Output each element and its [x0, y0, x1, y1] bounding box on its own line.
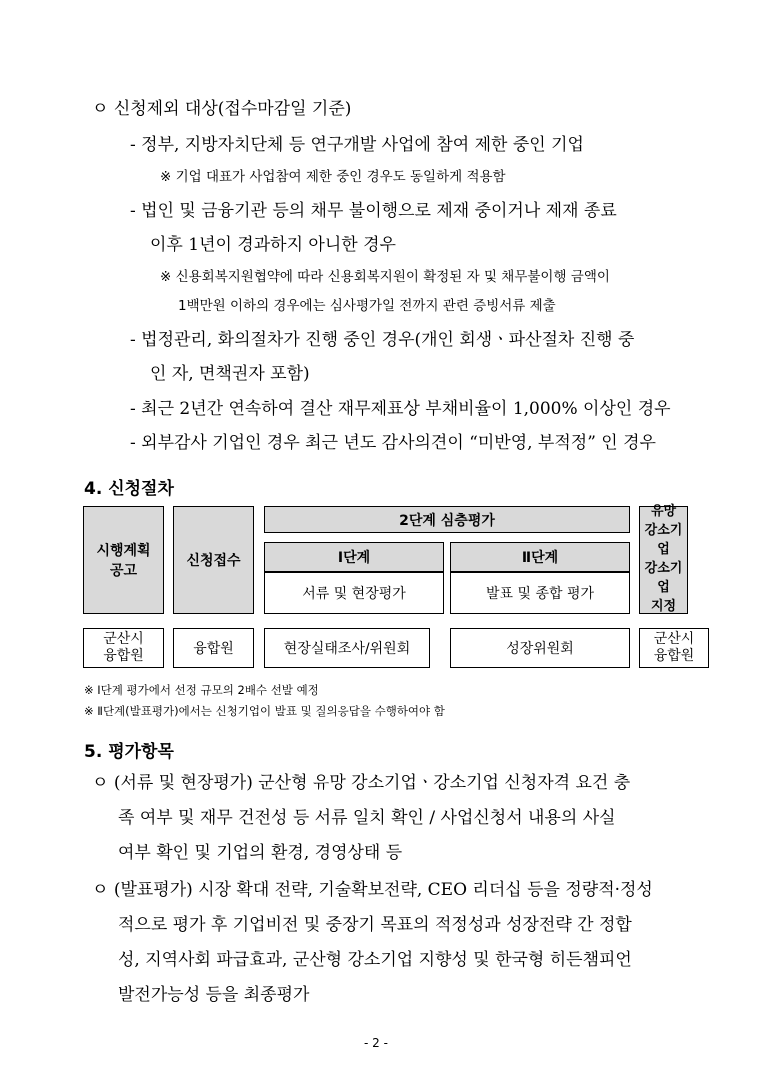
agency-convergence: 융합원 — [173, 628, 254, 668]
eval-paragraph-line: 여부 확인 및 기업의 환경, 경영상태 등 — [118, 843, 403, 863]
section4-heading: 4. 신청절차 — [84, 479, 174, 499]
eval-paragraph-line: 성, 지역사회 파급효과, 군산형 강소기업 지향성 및 한국형 히든챔피언 — [118, 950, 632, 970]
agency-growth-committee: 성장위원회 — [450, 628, 630, 668]
flow-step-application: 신청접수 — [173, 506, 254, 614]
exclusion-item: - 정부, 지방자치단체 등 연구개발 사업에 참여 제한 중인 기업 — [130, 135, 584, 155]
flow-note: ※ Ⅱ단계(발표평가)에서는 신청기업이 발표 및 질의응답을 수행하여야 함 — [84, 704, 445, 718]
exclusion-item: - 외부감사 기업인 경우 최근 년도 감사의견이 “미반영, 부적정” 인 경우 — [130, 433, 656, 453]
exclusion-item: - 법정관리, 화의절차가 진행 중인 경우(개인 회생ㆍ파산절차 진행 중 — [130, 330, 635, 350]
flow-step-designation: 유망 강소기업 강소기업 지정 — [639, 506, 688, 614]
eval-paragraph-line: 발전가능성 등을 최종평가 — [118, 985, 310, 1005]
flow-step-announcement: 시행계획 공고 — [83, 506, 164, 614]
flow-step-stage1-title: Ⅰ단계 — [264, 542, 444, 572]
flow-step-deep-eval-header: 2단계 심층평가 — [264, 506, 630, 533]
eval-paragraph-line: 족 여부 및 재무 건전성 등 서류 일치 확인 / 사업신청서 내용의 사실 — [118, 808, 616, 828]
flow-note: ※ Ⅰ단계 평가에서 선정 규모의 2배수 선발 예정 — [84, 683, 319, 697]
flow-step-stage2-title: Ⅱ단계 — [450, 542, 630, 572]
section5-heading: 5. 평가항목 — [84, 742, 174, 762]
exclusion-item: - 최근 2년간 연속하여 결산 재무제표상 부채비율이 1,000% 이상인 경우 — [130, 399, 671, 419]
flow-step-stage1-desc: 서류 및 현장평가 — [264, 572, 444, 614]
exclusion-note: ※ 기업 대표가 사업참여 제한 중인 경우도 동일하게 적용함 — [160, 169, 506, 185]
exclusion-note: ※ 신용회복지원협약에 따라 신용회복지원이 확정된 자 및 채무불이행 금액이 — [160, 269, 610, 285]
exclusion-item-cont: 인 자, 면책권자 포함) — [150, 364, 310, 384]
eval-paragraph-line: 적으로 평가 후 기업비전 및 중장기 목표의 적정성과 성장전략 간 정합 — [118, 915, 632, 935]
exclusion-item: - 법인 및 금융기관 등의 채무 불이행으로 제재 중이거나 제재 종료 — [130, 201, 617, 221]
exclusion-note-cont: 1백만원 이하의 경우에는 심사평가일 전까지 관련 증빙서류 제출 — [178, 298, 556, 314]
exclusion-item-cont: 이후 1년이 경과하지 아니한 경우 — [150, 235, 396, 255]
exclusion-title: ㅇ 신청제외 대상(접수마감일 기준) — [92, 99, 352, 119]
page-number: - 2 - — [364, 1036, 388, 1050]
agency-kunsan-2: 군산시 융합원 — [639, 628, 709, 668]
eval-paragraph-line: ㅇ (발표평가) 시장 확대 전략, 기술확보전략, CEO 리더십 등을 정량적·정성 — [92, 880, 653, 900]
agency-kunsan-1: 군산시 융합원 — [83, 628, 164, 668]
agency-field-committee: 현장실태조사/위원회 — [264, 628, 430, 668]
flow-step-stage2-desc: 발표 및 종합 평가 — [450, 572, 630, 614]
eval-paragraph-line: ㅇ (서류 및 현장평가) 군산형 유망 강소기업ㆍ강소기업 신청자격 요건 충 — [92, 773, 631, 793]
